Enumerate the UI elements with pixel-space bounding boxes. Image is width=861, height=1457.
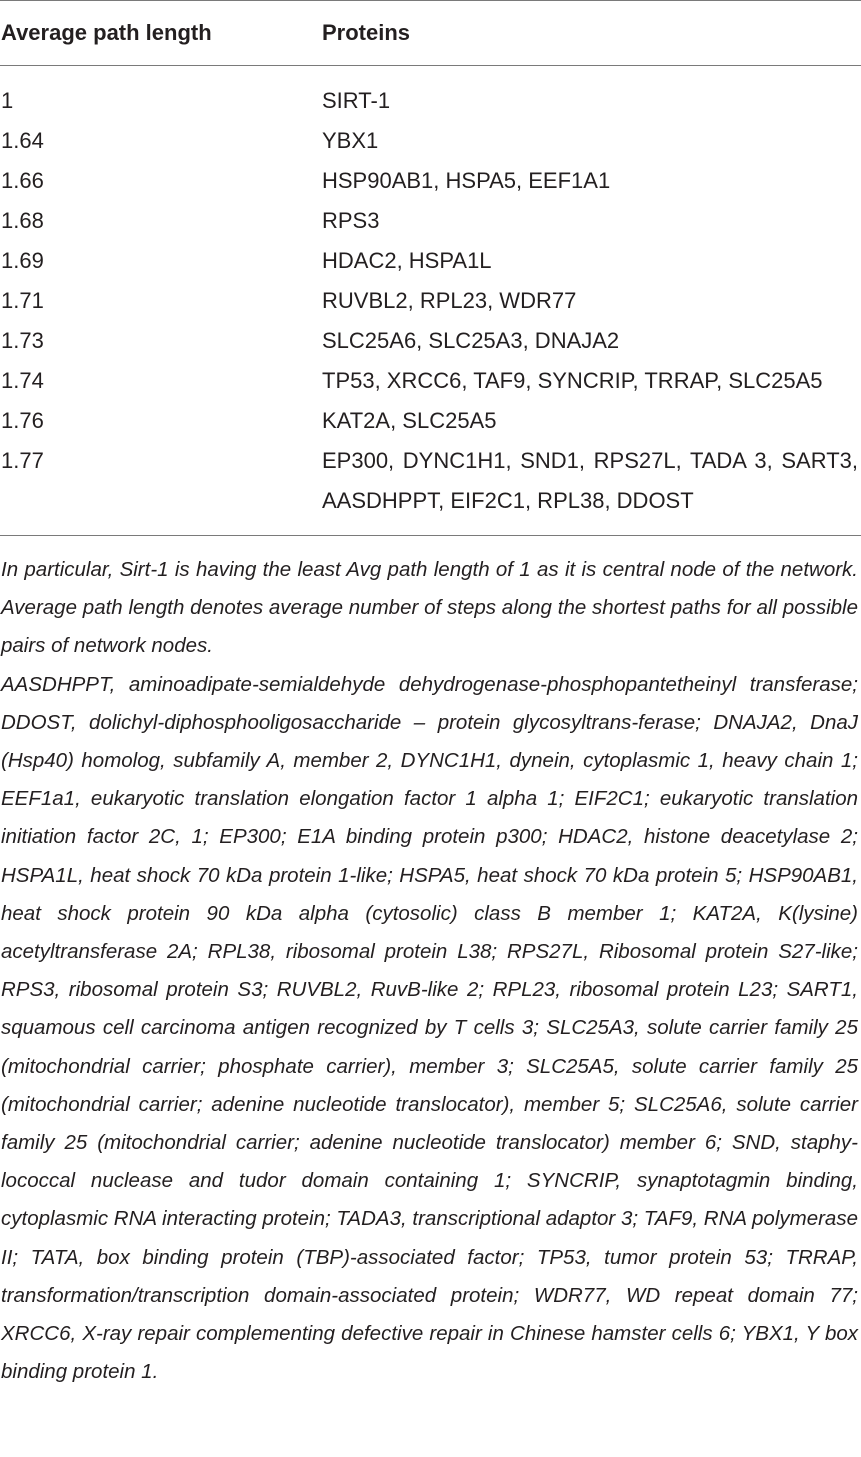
table-footnotes: [1, 551, 858, 1391]
table-row: [0, 81, 861, 121]
table-header-rule: [0, 65, 861, 66]
table-row: [0, 201, 861, 241]
table-row: [0, 401, 861, 441]
path-length-cell: 1.68: [1, 208, 44, 233]
path-length-cell: 1: [1, 88, 14, 113]
table-row: [0, 361, 861, 401]
path-length-cell: 1.64: [1, 128, 44, 153]
table-row: [0, 281, 861, 321]
table-row: [0, 121, 861, 161]
path-length-cell: 1.69: [1, 248, 44, 273]
path-length-cell: 1.77: [1, 448, 44, 473]
path-length-cell: 1.74: [1, 368, 44, 393]
table-body: [0, 81, 861, 521]
proteins-cell: SLC25A6, SLC25A3, DNAJA2: [322, 328, 620, 353]
table-row: [0, 161, 861, 201]
footnote-note: In particular, Sirt-1 is having the least Avg path length of 1 as it is central node of the network. Average path length denotes average number of steps along the shortest paths for all possible pairs of network nodes.: [1, 558, 858, 658]
footnote-abbreviations: AASDHPPT, aminoadipate-semialdehyde dehydrogenase-phosphopantetheinyl transferase; DDOST, dolichyl-diphosphooligosaccharide – protein glycosyltrans-ferase; DNAJA2, DnaJ (Hsp40) homolog, subfamily A, member 2, DYNC1H1, dynein, cytoplasmic 1, heavy chain 1; EEF1a1, eukaryotic translation elongation factor 1 alpha 1; EIF2C1; eukaryotic translation initiation factor 2C, 1; EP300; E1A binding protein p300; HDAC2, histone deacetylase 2; HSPA1L, heat shock 70 kDa protein 1-like; HSPA5, heat shock 70 kDa protein 5; HSP90AB1, heat shock protein 90 kDa alpha (cytosolic) class B member 1; KAT2A, K(lysine) acetyltransferase 2A; RPL38, ribosomal protein L38; RPS27L, Ribosomal protein S27-like; RPS3, ribosomal protein S3; RUVBL2, RuvB-like 2; RPL23, ribosomal protein L23; SART1, squamous cell carcinoma antigen recognized by T cells 3; SLC25A3, solute carrier family 25 (mitochondrial carrier; phosphate carrier), member 3; SLC25A5, solute carrier family 25 (mitochondrial carrier; adenine nucleotide translocator), member 5; SLC25A6, solute carrier family 25 (mitochondrial carrier; adenine nucleotide translocator) member 6; SND, staphy-lococcal nuclease and tudor domain containing 1; SYNCRIP, synaptotagmin binding, cytoplasmic RNA interacting protein; TADA3, transcriptional adaptor 3; TAF9, RNA polymerase II; TATA, box binding protein (TBP)-associated factor; TP53, tumor protein 53; TRRAP, transformation/transcription domain-associated protein; WDR77, WD repeat domain 77; XRCC6, X-ray repair complementing defective repair in Chinese hamster cells 6; YBX1, Y box binding protein 1.: [1, 672, 858, 1384]
table-row: [0, 241, 861, 281]
column-header-proteins: Proteins: [322, 20, 411, 45]
proteins-cell: HSP90AB1, HSPA5, EEF1A1: [322, 168, 611, 193]
proteins-cell: TP53, XRCC6, TAF9, SYNCRIP, TRRAP, SLC25A5: [322, 368, 823, 393]
proteins-cell: HDAC2, HSPA1L: [322, 248, 492, 273]
proteins-cell: SIRT-1: [322, 88, 391, 113]
table-bottom-rule: [0, 535, 861, 536]
table-top-rule: [0, 0, 861, 1]
path-length-cell: 1.73: [1, 328, 44, 353]
path-length-cell: 1.66: [1, 168, 44, 193]
proteins-cell: KAT2A, SLC25A5: [322, 408, 497, 433]
proteins-cell: RUVBL2, RPL23, WDR77: [322, 288, 577, 313]
proteins-cell: EP300, DYNC1H1, SND1, RPS27L, TADA 3, SART3, AASDHPPT, EIF2C1, RPL38, DDOST: [322, 448, 858, 513]
proteins-cell: YBX1: [322, 128, 379, 153]
column-header-average-path-length: Average path length: [1, 20, 212, 45]
table-row: [0, 441, 861, 521]
path-length-cell: 1.71: [1, 288, 44, 313]
proteins-cell: RPS3: [322, 208, 380, 233]
path-length-cell: 1.76: [1, 408, 44, 433]
table-row: [0, 321, 861, 361]
